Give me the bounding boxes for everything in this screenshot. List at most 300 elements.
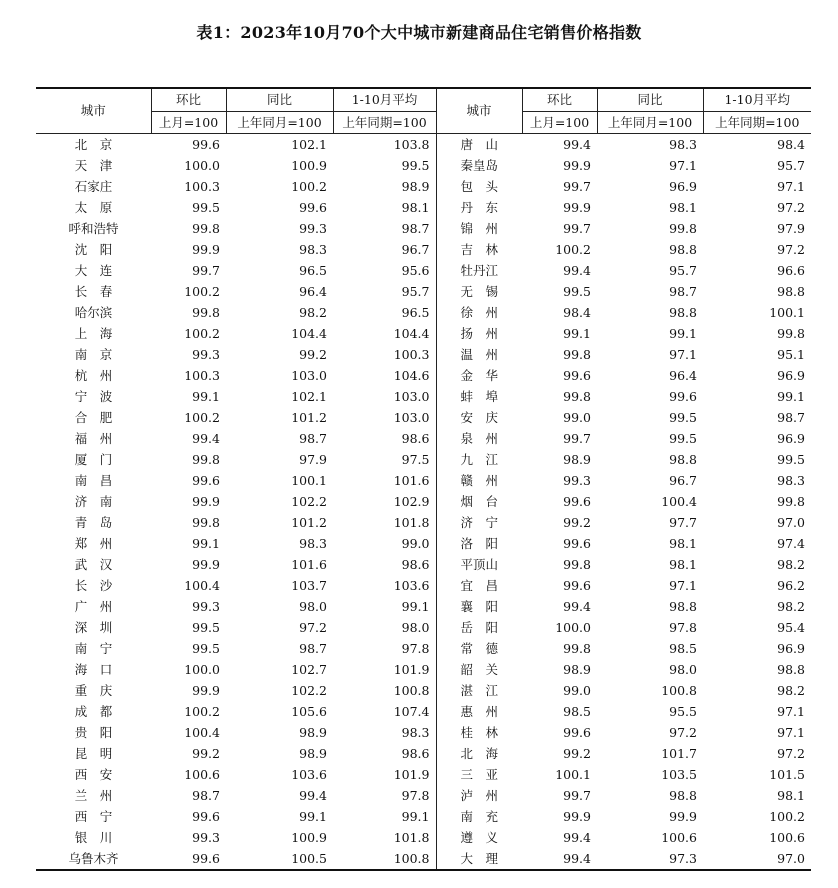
city-left-cell: 南 昌 [74, 473, 113, 488]
yoy-right-cell: 98.7 [669, 284, 697, 299]
mom-base-2: 上月=100 [522, 111, 597, 134]
city-left-cell: 兰 州 [74, 788, 113, 803]
city-right-cell: 泸 州 [436, 785, 522, 806]
yoy-left-cell: 102.1 [226, 134, 333, 156]
avg-left-cell: 98.9 [401, 179, 430, 194]
yoy-left-cell: 100.5 [226, 848, 333, 870]
yoy-left-cell: 98.0 [299, 599, 327, 614]
yoy-left-cell: 104.4 [291, 326, 327, 341]
avg-right-cell: 98.7 [777, 410, 805, 425]
mom-right-cell: 99.4 [563, 263, 591, 278]
mom-right-cell: 99.6 [563, 368, 591, 383]
yoy-right-cell: 99.1 [669, 326, 697, 341]
city-right-cell: 洛 阳 [436, 533, 522, 554]
yoy-right-cell: 100.8 [661, 683, 697, 698]
avg-right-cell: 97.2 [777, 746, 805, 761]
mom-left-cell: 99.3 [192, 347, 220, 362]
mom-right-cell: 99.9 [563, 809, 591, 824]
yoy-left-cell: 103.6 [291, 767, 327, 782]
table-row [36, 323, 811, 344]
city-left-cell: 南 京 [74, 347, 113, 362]
city-right-cell: 常 德 [436, 638, 522, 659]
avg-right-cell: 98.8 [777, 662, 805, 677]
table-row [36, 302, 811, 323]
city-left-cell: 上 海 [74, 326, 113, 341]
yoy-base: 上年同月=100 [226, 111, 333, 134]
city-left-cell: 太 原 [74, 200, 113, 215]
yoy-left-cell: 97.9 [299, 452, 327, 467]
avg-right-cell: 98.4 [703, 134, 811, 156]
yoy-right-cell: 98.3 [597, 134, 703, 156]
city-right-cell: 丹 东 [436, 197, 522, 218]
mom-left-cell: 99.8 [192, 305, 220, 320]
avg-right-cell: 96.9 [777, 431, 805, 446]
yoy-right-cell: 99.5 [669, 431, 697, 446]
price-index-table [36, 87, 811, 871]
yoy-right-cell: 97.1 [669, 158, 697, 173]
mom-left-cell: 99.5 [192, 641, 220, 656]
mom-left-cell: 100.4 [184, 725, 220, 740]
mom-right-cell: 99.2 [563, 515, 591, 530]
avg-right-cell: 97.9 [777, 221, 805, 236]
city-left-cell: 成 都 [74, 704, 113, 719]
city-left-cell: 呼和浩特 [68, 221, 119, 236]
avg-left-cell: 99.1 [401, 599, 430, 614]
table-row [36, 197, 811, 218]
city-right-cell: 大 理 [436, 848, 522, 870]
avg-left-cell: 96.5 [401, 305, 430, 320]
avg-left-cell: 102.9 [393, 494, 430, 509]
avg-left-cell: 95.6 [401, 263, 430, 278]
table-row [36, 659, 811, 680]
city-left-cell: 西 宁 [74, 809, 113, 824]
yoy-right-cell: 97.8 [669, 620, 697, 635]
mom-left-cell: 99.1 [192, 536, 220, 551]
table-row [36, 155, 811, 176]
avg-left-cell: 101.9 [393, 767, 430, 782]
yoy-right-cell: 98.8 [669, 242, 697, 257]
city-left-cell: 石家庄 [74, 179, 113, 194]
yoy-right-cell: 99.5 [669, 410, 697, 425]
avg-left-cell: 103.0 [393, 410, 430, 425]
yoy-right-cell: 98.8 [669, 788, 697, 803]
city-right-cell: 惠 州 [436, 701, 522, 722]
mom-right-cell: 99.7 [563, 179, 591, 194]
table-row [36, 701, 811, 722]
city-left-cell: 青 岛 [74, 515, 113, 530]
mom-left-cell: 99.5 [192, 200, 220, 215]
mom-right-cell: 100.2 [555, 242, 591, 257]
mom-left-cell: 99.6 [151, 134, 226, 156]
city-left-cell: 贵 阳 [74, 725, 113, 740]
mom-left-cell: 99.6 [151, 848, 226, 870]
mom-left-cell: 100.4 [184, 578, 220, 593]
city-left-cell: 南 宁 [74, 641, 113, 656]
city-right-cell: 烟 台 [436, 491, 522, 512]
table-row [36, 806, 811, 827]
table-row [36, 827, 811, 848]
city-right-cell: 岳 阳 [436, 617, 522, 638]
avg-left-cell: 99.1 [401, 809, 430, 824]
avg-right-cell: 97.2 [777, 242, 805, 257]
avg-right-cell: 97.1 [777, 704, 805, 719]
mom-right-cell: 99.9 [563, 158, 591, 173]
city-right-cell: 吉 林 [436, 239, 522, 260]
avg-right-cell: 97.2 [777, 200, 805, 215]
yoy-left-cell: 99.1 [299, 809, 327, 824]
table-row [36, 239, 811, 260]
mom-right-cell: 99.8 [563, 347, 591, 362]
mom-left-cell: 99.7 [192, 263, 220, 278]
table-row [36, 617, 811, 638]
avg-right-cell: 98.1 [777, 788, 805, 803]
avg-right-cell: 97.0 [777, 515, 805, 530]
yoy-right-cell: 99.8 [669, 221, 697, 236]
yoy-right-cell: 99.9 [669, 809, 697, 824]
table-row [36, 743, 811, 764]
city-right-cell: 襄 阳 [436, 596, 522, 617]
mom-left-cell: 99.1 [192, 389, 220, 404]
table-title: 表1：2023年10月70个大中城市新建商品住宅销售价格指数 [196, 23, 642, 42]
yoy-left-cell: 101.2 [291, 515, 327, 530]
avg-base: 上年同期=100 [333, 111, 436, 134]
yoy-left-cell: 102.7 [291, 662, 327, 677]
mom-right-cell: 99.2 [563, 746, 591, 761]
city-right-cell: 遵 义 [436, 827, 522, 848]
city-right-cell: 韶 关 [436, 659, 522, 680]
avg-right-cell: 95.7 [777, 158, 805, 173]
avg-right-cell: 95.4 [777, 620, 805, 635]
avg-right-cell: 100.2 [769, 809, 805, 824]
table-row [36, 134, 811, 156]
mom-left-cell: 100.2 [184, 326, 220, 341]
table-row [36, 428, 811, 449]
avg-base-2: 上年同期=100 [703, 111, 811, 134]
yoy-right-cell: 98.8 [669, 305, 697, 320]
yoy-left-cell: 102.2 [291, 683, 327, 698]
yoy-right-cell: 98.1 [669, 536, 697, 551]
mom-left-cell: 100.3 [184, 368, 220, 383]
avg-right-cell: 96.6 [777, 263, 805, 278]
avg-right-cell: 97.4 [777, 536, 805, 551]
avg-right-cell: 100.6 [769, 830, 805, 845]
yoy-right-cell: 98.0 [669, 662, 697, 677]
city-right-cell: 宜 昌 [436, 575, 522, 596]
table-row [36, 218, 811, 239]
mom-left-cell: 99.9 [192, 683, 220, 698]
avg-left-cell: 99.0 [401, 536, 430, 551]
table-row [36, 491, 811, 512]
yoy-right-cell: 101.7 [661, 746, 697, 761]
avg-left-cell: 98.7 [401, 221, 430, 236]
yoy-left-cell: 96.5 [299, 263, 327, 278]
avg-left-cell: 98.6 [401, 557, 430, 572]
city-right-cell: 包 头 [436, 176, 522, 197]
yoy-left-cell: 105.6 [291, 704, 327, 719]
mom-left-cell: 100.3 [184, 179, 220, 194]
avg-right-cell: 98.2 [777, 599, 805, 614]
table-row [36, 470, 811, 491]
mom-left-cell: 100.2 [184, 704, 220, 719]
yoy-right-cell: 96.4 [669, 368, 697, 383]
city-right-cell: 泉 州 [436, 428, 522, 449]
mom-left-cell: 99.2 [192, 746, 220, 761]
mom-left-cell: 99.9 [192, 494, 220, 509]
table-row [36, 176, 811, 197]
avg-left-cell: 101.9 [393, 662, 430, 677]
table-row [36, 680, 811, 701]
mom-left-cell: 99.8 [192, 452, 220, 467]
yoy-left-cell: 100.1 [291, 473, 327, 488]
mom-right-cell: 99.0 [563, 683, 591, 698]
city-left-cell: 沈 阳 [74, 242, 113, 257]
yoy-left-cell: 100.9 [291, 158, 327, 173]
yoy-left-cell: 98.2 [299, 305, 327, 320]
avg-right-cell: 99.5 [777, 452, 805, 467]
yoy-right-cell: 97.1 [669, 578, 697, 593]
mom-right-cell: 99.8 [563, 557, 591, 572]
table-row [36, 281, 811, 302]
avg-right-cell: 98.3 [777, 473, 805, 488]
mom-left-cell: 100.2 [184, 410, 220, 425]
mom-left-cell: 99.6 [192, 473, 220, 488]
mom-left-cell: 99.3 [192, 599, 220, 614]
city-left-cell: 银 川 [74, 830, 113, 845]
mom-right-cell: 99.7 [563, 788, 591, 803]
yoy-left-cell: 99.6 [299, 200, 327, 215]
city-left-cell: 广 州 [74, 599, 113, 614]
table-row [36, 386, 811, 407]
table-row [36, 575, 811, 596]
city-right-cell: 平顶山 [436, 554, 522, 575]
yoy-left-cell: 99.3 [299, 221, 327, 236]
city-left-cell: 合 肥 [74, 410, 113, 425]
yoy-left-cell: 97.2 [299, 620, 327, 635]
yoy-right-cell: 97.2 [669, 725, 697, 740]
avg-left-cell: 95.7 [401, 284, 430, 299]
mom-left-cell: 98.7 [192, 788, 220, 803]
city-right-cell: 蚌 埠 [436, 386, 522, 407]
mom-right-cell: 99.4 [563, 599, 591, 614]
avg-right-cell: 101.5 [769, 767, 805, 782]
avg-left-cell: 98.1 [401, 200, 430, 215]
yoy-right-cell: 98.1 [669, 200, 697, 215]
city-right-cell: 桂 林 [436, 722, 522, 743]
city-right-cell: 九 江 [436, 449, 522, 470]
city-right-cell: 无 锡 [436, 281, 522, 302]
city-left-cell: 福 州 [74, 431, 113, 446]
mom-left-cell: 99.8 [192, 515, 220, 530]
city-left-cell: 天 津 [74, 158, 113, 173]
table-row [36, 848, 811, 870]
city-right-cell: 济 宁 [436, 512, 522, 533]
mom-left-cell: 100.2 [184, 284, 220, 299]
mom-left-cell: 100.0 [184, 158, 220, 173]
yoy-left-cell: 99.2 [299, 347, 327, 362]
avg-right-cell: 97.1 [777, 725, 805, 740]
yoy-right-cell: 98.5 [669, 641, 697, 656]
city-right-cell: 唐 山 [436, 134, 522, 156]
table-row [36, 638, 811, 659]
avg-left-cell: 104.6 [393, 368, 430, 383]
yoy-right-cell: 96.7 [669, 473, 697, 488]
mom-left-cell: 99.8 [192, 221, 220, 236]
mom-header-2: 环比 [522, 88, 597, 111]
avg-left-cell: 101.6 [393, 473, 430, 488]
yoy-right-cell: 98.8 [669, 452, 697, 467]
avg-right-cell: 97.0 [703, 848, 811, 870]
avg-left-cell: 97.8 [401, 641, 430, 656]
table-row [36, 764, 811, 785]
mom-right-cell: 99.8 [563, 389, 591, 404]
avg-left-cell: 103.6 [393, 578, 430, 593]
city-left-cell: 乌鲁木齐 [36, 848, 151, 870]
mom-right-cell: 99.9 [563, 200, 591, 215]
yoy-left-cell: 98.3 [299, 242, 327, 257]
mom-right-cell: 99.6 [563, 494, 591, 509]
city-left-cell: 哈尔滨 [74, 305, 113, 320]
table-row [36, 344, 811, 365]
mom-left-cell: 100.0 [184, 662, 220, 677]
avg-right-cell: 96.9 [777, 641, 805, 656]
table-row [36, 407, 811, 428]
mom-left-cell: 99.4 [192, 431, 220, 446]
city-left-cell: 深 圳 [74, 620, 113, 635]
avg-left-cell: 98.0 [401, 620, 430, 635]
yoy-right-cell: 100.6 [661, 830, 697, 845]
table-row [36, 554, 811, 575]
avg-left-cell: 100.8 [333, 848, 436, 870]
mom-right-cell: 99.3 [563, 473, 591, 488]
avg-left-cell: 97.5 [401, 452, 430, 467]
mom-header: 环比 [151, 88, 226, 111]
yoy-left-cell: 98.7 [299, 641, 327, 656]
yoy-right-cell: 96.9 [669, 179, 697, 194]
avg-left-cell: 100.3 [393, 347, 430, 362]
mom-right-cell: 99.4 [522, 848, 597, 870]
mom-right-cell: 99.8 [563, 641, 591, 656]
avg-right-cell: 99.8 [777, 326, 805, 341]
table-row [36, 449, 811, 470]
mom-left-cell: 99.9 [192, 242, 220, 257]
city-right-cell: 金 华 [436, 365, 522, 386]
avg-left-cell: 98.6 [401, 431, 430, 446]
mom-right-cell: 98.5 [563, 704, 591, 719]
mom-right-cell: 100.1 [555, 767, 591, 782]
mom-right-cell: 99.4 [522, 134, 597, 156]
yoy-left-cell: 102.1 [291, 389, 327, 404]
table-row [36, 365, 811, 386]
yoy-right-cell: 95.7 [669, 263, 697, 278]
mom-base: 上月=100 [151, 111, 226, 134]
mom-right-cell: 98.9 [563, 662, 591, 677]
mom-right-cell: 99.0 [563, 410, 591, 425]
yoy-right-cell: 99.6 [669, 389, 697, 404]
mom-right-cell: 99.1 [563, 326, 591, 341]
mom-left-cell: 99.9 [192, 557, 220, 572]
avg-right-cell: 98.2 [777, 683, 805, 698]
avg-header: 1-10月平均 [333, 88, 436, 111]
avg-left-cell: 98.6 [401, 746, 430, 761]
yoy-left-cell: 101.2 [291, 410, 327, 425]
yoy-left-cell: 98.3 [299, 536, 327, 551]
yoy-left-cell: 101.6 [291, 557, 327, 572]
mom-left-cell: 99.6 [192, 809, 220, 824]
mom-left-cell: 99.5 [192, 620, 220, 635]
yoy-left-cell: 102.2 [291, 494, 327, 509]
mom-right-cell: 99.4 [563, 830, 591, 845]
city-right-cell: 温 州 [436, 344, 522, 365]
avg-right-cell: 99.1 [777, 389, 805, 404]
mom-right-cell: 100.0 [555, 620, 591, 635]
yoy-right-cell: 98.1 [669, 557, 697, 572]
city-left-cell: 海 口 [74, 662, 113, 677]
avg-right-cell: 96.9 [777, 368, 805, 383]
city-left-cell: 西 安 [74, 767, 113, 782]
table-row [36, 785, 811, 806]
avg-right-cell: 98.2 [777, 557, 805, 572]
city-left-cell: 宁 波 [74, 389, 113, 404]
avg-left-cell: 101.8 [393, 515, 430, 530]
avg-left-cell: 107.4 [393, 704, 430, 719]
mom-right-cell: 98.4 [563, 305, 591, 320]
city-left-cell: 大 连 [74, 263, 113, 278]
city-header: 城市 [36, 88, 151, 134]
city-left-cell: 长 春 [74, 284, 113, 299]
city-header-2: 城市 [436, 88, 522, 134]
yoy-header: 同比 [226, 88, 333, 111]
avg-left-cell: 104.4 [393, 326, 430, 341]
avg-left-cell: 96.7 [401, 242, 430, 257]
avg-right-cell: 98.8 [777, 284, 805, 299]
avg-right-cell: 100.1 [769, 305, 805, 320]
avg-left-cell: 103.0 [393, 389, 430, 404]
yoy-left-cell: 100.2 [291, 179, 327, 194]
city-left-cell: 郑 州 [74, 536, 113, 551]
avg-right-cell: 99.8 [777, 494, 805, 509]
city-right-cell: 秦皇岛 [436, 155, 522, 176]
yoy-right-cell: 95.5 [669, 704, 697, 719]
avg-right-cell: 96.2 [777, 578, 805, 593]
avg-left-cell: 97.8 [401, 788, 430, 803]
mom-right-cell: 99.7 [563, 431, 591, 446]
city-left-cell: 重 庆 [74, 683, 113, 698]
city-left-cell: 昆 明 [74, 746, 113, 761]
table-row [36, 596, 811, 617]
yoy-left-cell: 100.9 [291, 830, 327, 845]
city-right-cell: 安 庆 [436, 407, 522, 428]
city-left-cell: 济 南 [74, 494, 113, 509]
yoy-base-2: 上年同月=100 [597, 111, 703, 134]
city-right-cell: 牡丹江 [436, 260, 522, 281]
yoy-right-cell: 100.4 [661, 494, 697, 509]
yoy-left-cell: 98.9 [299, 746, 327, 761]
city-right-cell: 扬 州 [436, 323, 522, 344]
yoy-right-cell: 97.3 [597, 848, 703, 870]
yoy-right-cell: 97.1 [669, 347, 697, 362]
city-right-cell: 北 海 [436, 743, 522, 764]
avg-left-cell: 103.8 [333, 134, 436, 156]
avg-right-cell: 95.1 [777, 347, 805, 362]
table-body [36, 134, 811, 871]
yoy-left-cell: 96.4 [299, 284, 327, 299]
mom-left-cell: 99.3 [192, 830, 220, 845]
avg-left-cell: 99.5 [401, 158, 430, 173]
city-right-cell: 赣 州 [436, 470, 522, 491]
city-left-cell: 北 京 [36, 134, 151, 156]
mom-right-cell: 99.5 [563, 284, 591, 299]
table-header [36, 88, 811, 134]
